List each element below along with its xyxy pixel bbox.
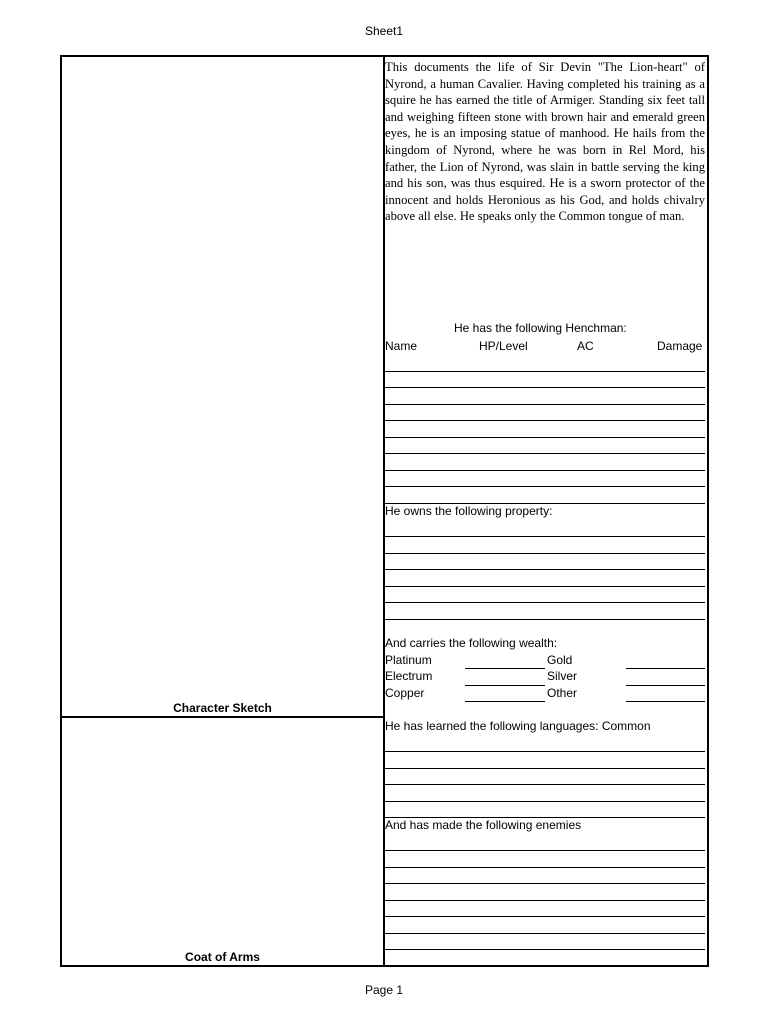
wealth-heading: And carries the following wealth:: [385, 636, 558, 650]
henchmen-heading: He has the following Henchman:: [454, 321, 627, 335]
wealth-platinum-label: Platinum: [385, 653, 432, 667]
page-footer: Page 1: [364, 983, 404, 997]
enemy-line: [385, 900, 705, 901]
sketch-arms-divider: [62, 716, 384, 718]
wealth-copper-label: Copper: [385, 686, 425, 700]
enemy-line: [385, 883, 705, 884]
language-line: [385, 751, 705, 752]
enemies-heading: And has made the following enemies: [385, 818, 582, 832]
henchman-line: [385, 486, 705, 487]
wealth-other-line: [626, 701, 705, 702]
wealth-gold-label: Gold: [547, 653, 573, 667]
property-line: [385, 553, 705, 554]
henchmen-col-name: Name: [385, 339, 418, 353]
wealth-copper-line: [465, 701, 545, 702]
enemy-line: [385, 916, 705, 917]
language-line: [385, 768, 705, 769]
biography-text: This documents the life of Sir Devin "The Lion-heart" of Nyrond, a human Cavalier. Having completed his training as a squire he has earned the title of Armiger. Standing six feet tall and weighing fifteen stone with brown hair and emerald green eyes, he is an imposing statue of manhood. He hails from the kingdom of Nyrond, where he was born in Rel Mord, his father, the Lion of Nyrond, was slain in battle serving the king and his son, was thus esquired. He is a sworn protector of the innocent and holds Heronious as his God, and holds chivalry above all else. He speaks only the Common tongue of man.: [385, 60, 705, 224]
property-line: [385, 602, 705, 603]
henchman-line: [385, 404, 705, 405]
henchman-line: [385, 371, 705, 372]
enemy-line: [385, 949, 705, 950]
wealth-electrum-line: [465, 685, 545, 686]
enemy-line: [385, 850, 705, 851]
enemy-line: [385, 933, 705, 934]
henchman-line: [385, 470, 705, 471]
character-sketch-label: Character Sketch: [173, 701, 272, 715]
henchman-line: [385, 387, 705, 388]
property-line: [385, 569, 705, 570]
henchman-line: [385, 420, 705, 421]
wealth-silver-line: [626, 685, 705, 686]
coat-of-arms-label: Coat of Arms: [185, 950, 260, 964]
sheet-title: Sheet1: [364, 24, 404, 38]
henchmen-col-ac: AC: [577, 339, 594, 353]
enemy-line: [385, 867, 705, 868]
wealth-other-label: Other: [547, 686, 578, 700]
property-line: [385, 586, 705, 587]
property-line: [385, 619, 705, 620]
wealth-platinum-line: [465, 668, 545, 669]
wealth-silver-label: Silver: [547, 669, 578, 683]
wealth-gold-line: [626, 668, 705, 669]
language-line: [385, 801, 705, 802]
henchman-line: [385, 453, 705, 454]
henchman-line: [385, 437, 705, 438]
wealth-electrum-label: Electrum: [385, 669, 433, 683]
henchmen-col-hp-level: HP/Level: [479, 339, 528, 353]
henchmen-col-damage: Damage: [657, 339, 703, 353]
language-line: [385, 784, 705, 785]
property-line: [385, 536, 705, 537]
property-heading: He owns the following property:: [385, 504, 553, 518]
languages-heading: He has learned the following languages: Common: [385, 719, 651, 733]
